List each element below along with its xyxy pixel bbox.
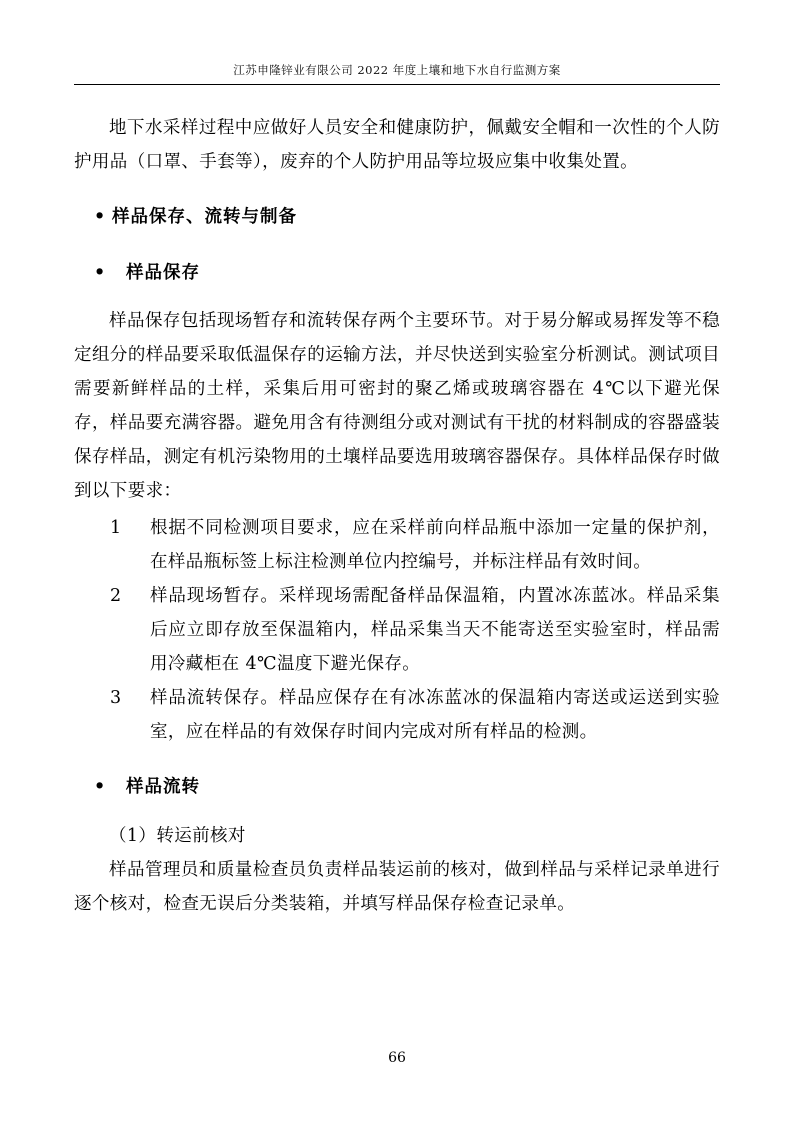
list-item-number: 2 [110,585,122,606]
list-item-text: 样品流转保存。样品应保存在有冰冻蓝冰的保温箱内寄送或运送到实验室，应在样品的有效保存时间内完成对所有样品的检测。 [150,688,720,743]
bullet-icon: • [94,777,107,798]
list-item-text: 根据不同检测项目要求，应在采样前向样品瓶中添加一定量的保护剂，在样品瓶标签上标注检测单位内控编号，并标注样品有效时间。 [150,517,720,572]
intro-paragraph: 地下水采样过程中应做好人员安全和健康防护，佩戴安全帽和一次性的个人防护用品（口罩、手套等），废弃的个人防护用品等垃圾应集中收集处置。 [74,118,720,173]
header-divider [74,84,720,85]
preservation-paragraph: 样品保存包括现场暂存和流转保存两个主要环节。对于易分解或易挥发等不稳定组分的样品要采取低温保存的运输方法，并尽快送到实验室分析测试。测试项目需要新鲜样品的土样，采集后用可密封的聚乙烯或玻璃容器在 4℃以下避光保存，样品要充满容器。避免用含有待测组分或对测试有干扰的材料制成的容器盛装保存样品，测定有机污染物用的土壤样品要选用玻璃容器保存。具体样品保存时做到以下要求： [74,310,720,502]
bullet-icon: • [94,207,107,228]
section-heading-sample-preservation [74,257,720,290]
page-header: 江苏申隆锌业有限公司 2022 年度上壤和地下水自行监测方案 [233,63,561,77]
section-heading-sample-transfer [74,771,720,804]
list-item [74,579,720,681]
section-heading-label: 样品保存、流转与制备 [112,207,297,228]
section-heading-label: 样品流转 [126,777,200,798]
subsection-paragraph: 样品管理员和质量检查员负责样品装运前的核对，做到样品与采样记录单进行逐个核对，检查无误后分类装箱，并填写样品保存检查记录单。 [74,859,720,914]
subsection-label: （1）转运前核对 [109,825,246,846]
list-item-number: 1 [110,517,122,538]
bullet-icon: • [94,262,107,283]
list-item-text: 样品现场暂存。采样现场需配备样品保温箱，内置冰冻蓝冰。样品采集后应立即存放至保温箱内，样品采集当天不能寄送至实验室时，样品需用冷藏柜在 4℃温度下避光保存。 [150,585,720,674]
section-heading-sample-preservation-transfer [74,201,720,234]
section-heading-label: 样品保存 [126,262,200,283]
list-item [74,511,720,579]
list-item [74,681,720,749]
page-number: 66 [388,1050,406,1066]
list-item-number: 3 [110,688,122,709]
